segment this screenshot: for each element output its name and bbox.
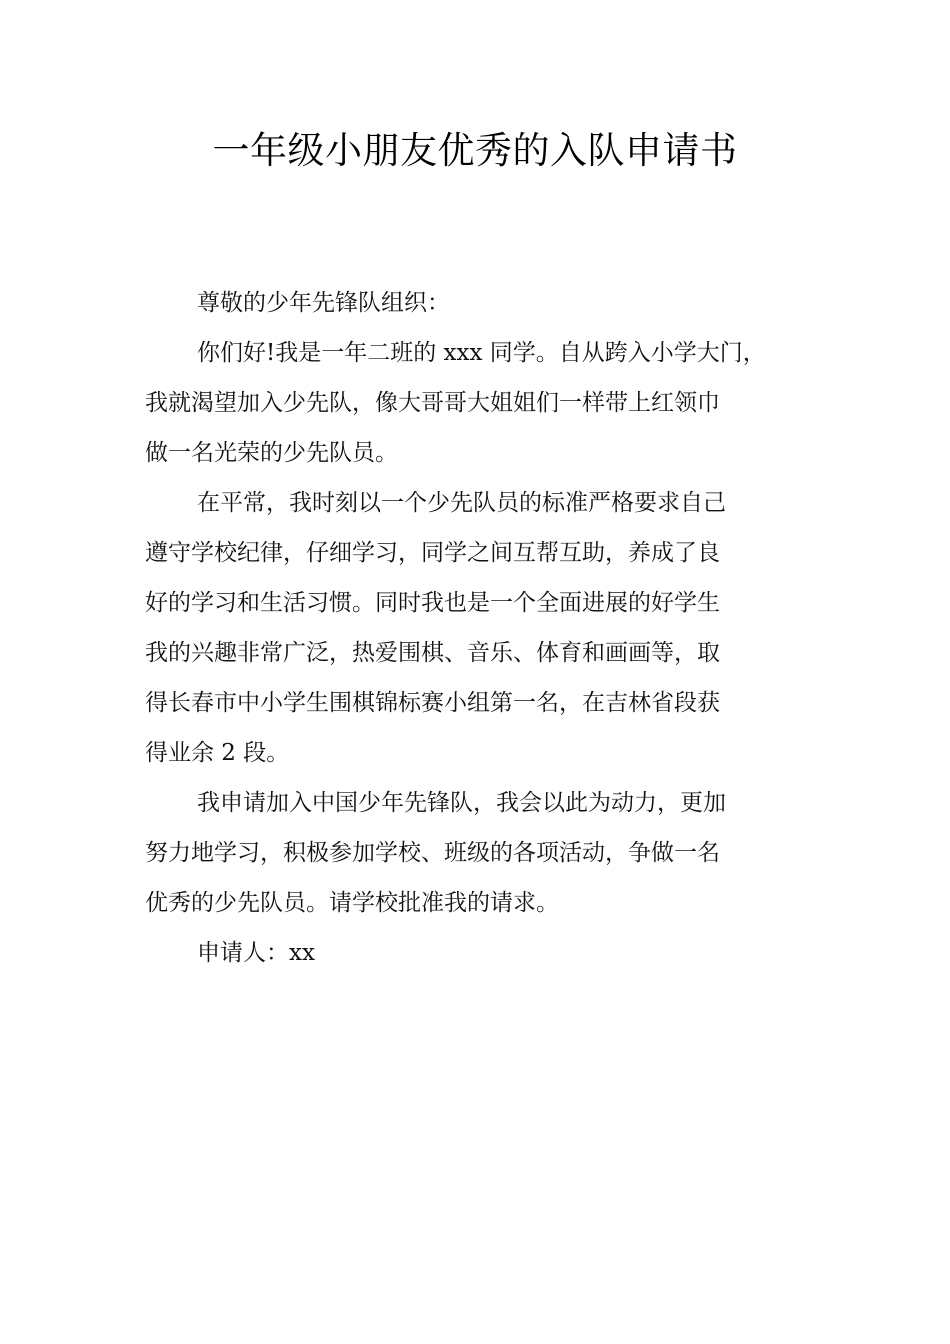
paragraph-line: 在平常，我时刻以一个少先队员的标准严格要求自己 bbox=[197, 490, 726, 516]
signature: 申请人：xx bbox=[197, 940, 315, 966]
paragraph-line: 我申请加入中国少年先锋队，我会以此为动力，更加 bbox=[197, 790, 726, 816]
document-body bbox=[145, 278, 805, 978]
paragraph-line: 你们好!我是一年二班的 xxx 同学。自从跨入小学大门， bbox=[197, 340, 766, 366]
paragraph-2 bbox=[145, 478, 805, 778]
paragraph-line: 遵守学校纪律，仔细学习，同学之间互帮互助，养成了良 bbox=[145, 540, 720, 566]
paragraph-line: 我就渴望加入少先队，像大哥哥大姐姐们一样带上红领巾 bbox=[145, 390, 720, 416]
paragraph-3 bbox=[145, 778, 805, 928]
paragraph-line: 我的兴趣非常广泛，热爱围棋、音乐、体育和画画等，取 bbox=[145, 640, 720, 666]
paragraph-line: 得长春市中小学生围棋锦标赛小组第一名，在吉林省段获 bbox=[145, 690, 720, 716]
paragraph-line: 努力地学习，积极参加学校、班级的各项活动，争做一名 bbox=[145, 840, 720, 866]
salutation: 尊敬的少年先锋队组织： bbox=[197, 290, 450, 316]
paragraph-line: 好的学习和生活习惯。同时我也是一个全面进展的好学生 bbox=[145, 590, 720, 616]
paragraph-line: 得业余 2 段。 bbox=[145, 740, 290, 766]
paragraph-1 bbox=[145, 328, 805, 478]
document-title: 一年级小朋友优秀的入队申请书 bbox=[212, 129, 738, 172]
paragraph-line: 优秀的少先队员。请学校批准我的请求。 bbox=[145, 890, 559, 916]
paragraph-line: 做一名光荣的少先队员。 bbox=[145, 440, 398, 466]
